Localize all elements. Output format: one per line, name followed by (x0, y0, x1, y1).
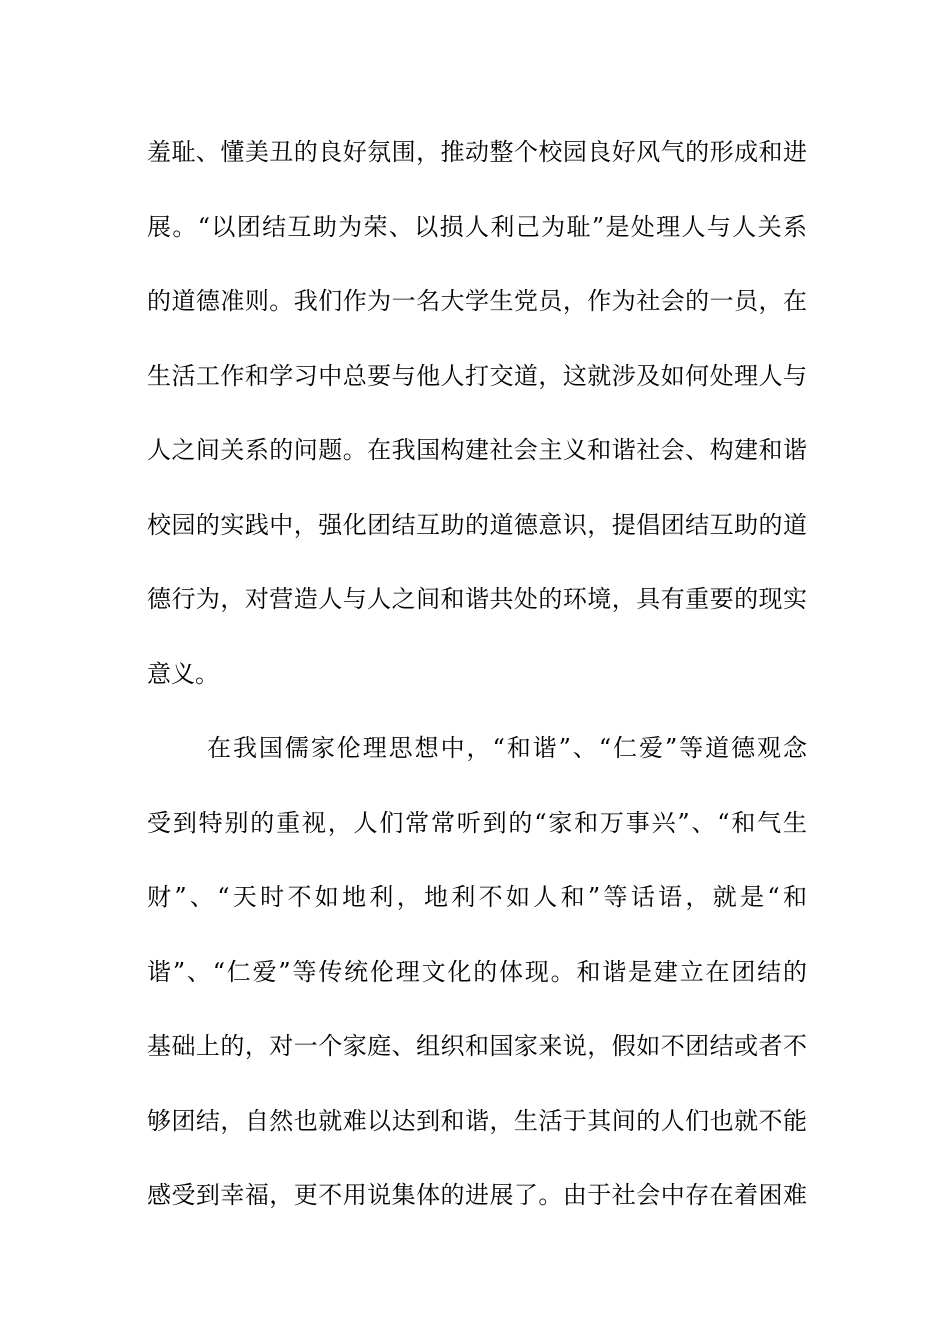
paragraph-2-line-6: 够团结，自然也就难以达到和谐，生活于其间的人们也就不能 (147, 1107, 807, 1135)
paragraph-1-line-3: 的道德准则。我们作为一名大学生党员，作为社会的一员，在 (147, 287, 807, 315)
paragraph-1-line-5: 人之间关系的问题。在我国构建社会主义和谐社会、构建和谐 (147, 436, 807, 464)
paragraph-1-line-6: 校园的实践中，强化团结互助的道德意识，提倡团结互助的道 (147, 511, 807, 539)
paragraph-2-line-1: 在我国儒家伦理思想中，“和谐”、“仁爱”等道德观念 (207, 734, 807, 762)
paragraph-1-line-8: 意义。 (147, 660, 219, 688)
paragraph-1-line-7: 德行为，对营造人与人之间和谐共处的环境，具有重要的现实 (147, 585, 807, 613)
paragraph-1-line-1: 羞耻、懂美丑的良好氛围，推动整个校园良好风气的形成和进 (147, 138, 807, 166)
paragraph-2-line-4: 谐”、“仁爱”等传统伦理文化的体现。和谐是建立在团结的 (147, 958, 807, 986)
paragraph-2-line-7: 感受到幸福，更不用说集体的进展了。由于社会中存在着困难 (147, 1181, 807, 1209)
paragraph-1-line-4: 生活工作和学习中总要与他人打交道，这就涉及如何处理人与 (147, 362, 807, 390)
paragraph-2-line-3: 财”、“天时不如地利，地利不如人和”等话语，就是“和 (147, 883, 807, 911)
paragraph-2-line-2: 受到特别的重视，人们常常听到的“家和万事兴”、“和气生 (147, 809, 807, 837)
paragraph-1-line-2: 展。“以团结互助为荣、以损人利己为耻”是处理人与人关系 (147, 213, 807, 241)
paragraph-2-line-5: 基础上的，对一个家庭、组织和国家来说，假如不团结或者不 (147, 1032, 807, 1060)
